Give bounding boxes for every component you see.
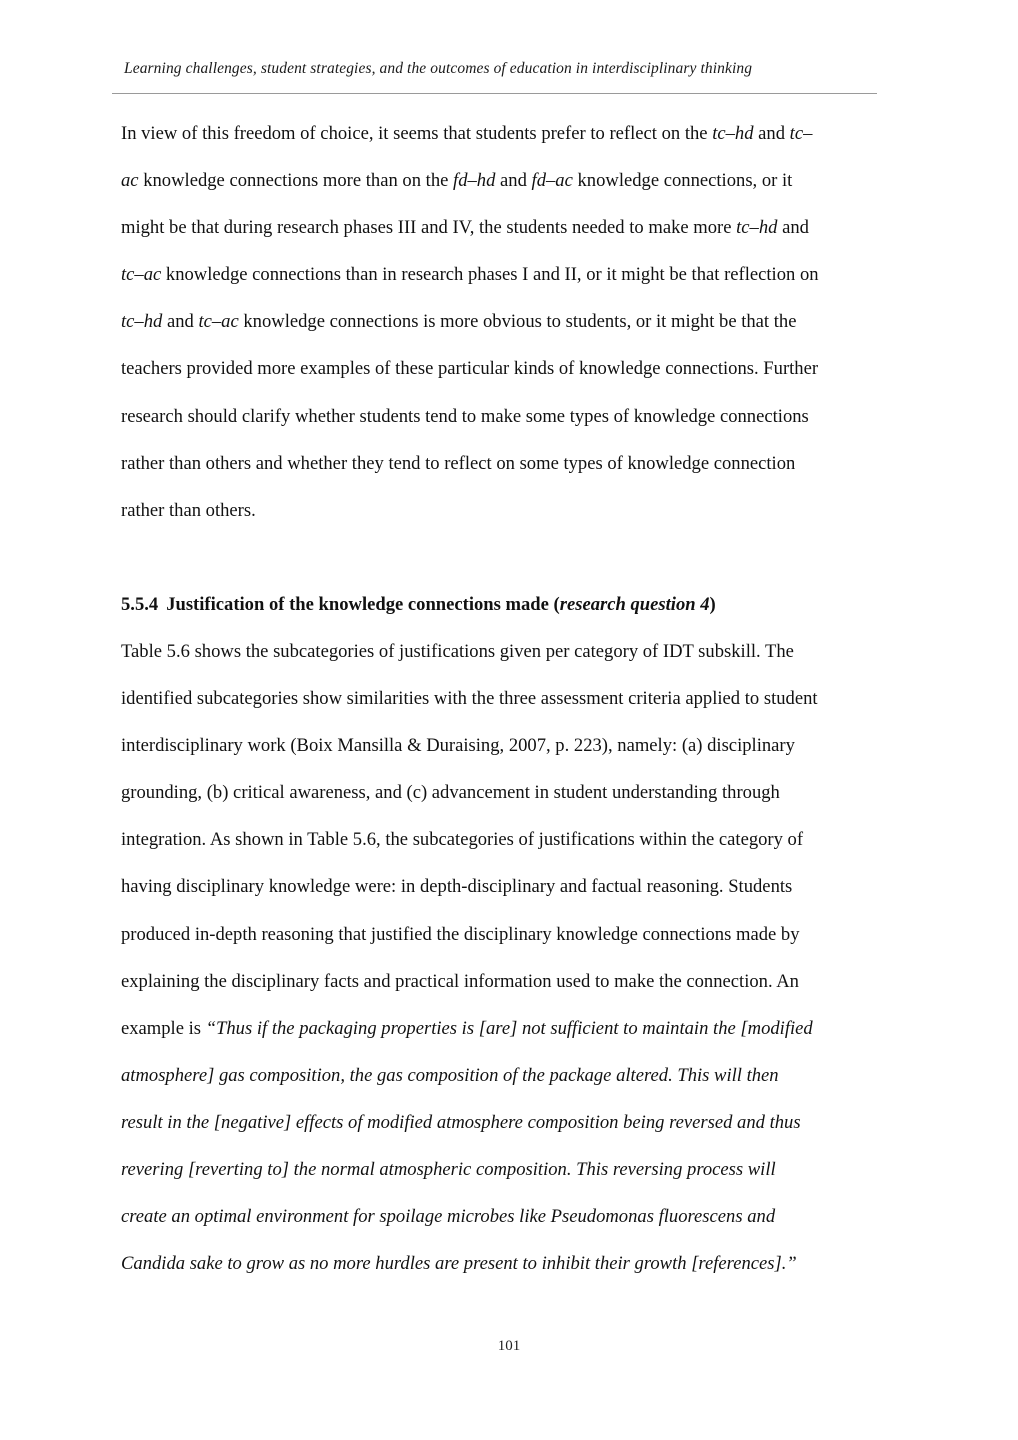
italic-run: create an optimal environment for spoilage microbes like Pseudomonas fluorescens and xyxy=(121,1206,776,1228)
text-line xyxy=(121,1005,896,1052)
italic-run: tc– xyxy=(789,123,813,144)
italic-run: tc–ac xyxy=(121,264,162,286)
italic-run: Candida sake to grow as no more hurdles are present to inhibit their growth [references].” xyxy=(121,1253,797,1275)
text-run: having disciplinary knowledge were: in depth-disciplinary and factual reasoning. Students xyxy=(121,876,793,898)
running-header: Learning challenges, student strategies, and the outcomes of education in interdisciplinary thinking xyxy=(124,60,753,77)
text-line xyxy=(121,110,896,157)
text-run: example is xyxy=(121,1017,206,1039)
text-line xyxy=(121,863,896,910)
text-run: and xyxy=(753,123,790,144)
text-run: integration. As shown in Table 5.6, the subcategories of justifications within the category of xyxy=(121,829,804,851)
text-line xyxy=(121,1193,896,1240)
section-title-suffix: ) xyxy=(709,594,716,615)
text-line xyxy=(121,440,896,487)
italic-run: revering [reverting to] the normal atmospheric composition. This reversing process will xyxy=(121,1159,776,1181)
section-title-italic: research question 4 xyxy=(559,594,710,615)
text-run: and xyxy=(162,311,199,333)
header-divider xyxy=(112,93,877,94)
paragraph-knowledge-connections xyxy=(121,110,896,534)
text-run: rather than others and whether they tend to reflect on some types of knowledge connection xyxy=(121,452,796,474)
text-run: might be that during research phases III and IV, the students needed to make more xyxy=(121,217,737,239)
text-run: rather than others. xyxy=(121,499,256,521)
text-run: In view of this freedom of choice, it seems that students prefer to reflect on the xyxy=(121,123,713,144)
italic-run: atmosphere] gas composition, the gas composition of the package altered. This will then xyxy=(121,1064,779,1086)
text-run: Table 5.6 shows the subcategories of justifications given per category of IDT subskill. The xyxy=(121,641,794,662)
text-line xyxy=(121,958,896,1005)
text-run: identified subcategories show similarities with the three assessment criteria applied to student xyxy=(121,688,818,710)
italic-run: tc–hd xyxy=(736,217,778,239)
text-line xyxy=(121,1052,896,1099)
text-line xyxy=(121,1099,896,1146)
text-line xyxy=(121,816,896,863)
text-line xyxy=(121,251,896,298)
section-title-prefix: Justification of the knowledge connections made ( xyxy=(166,594,560,615)
italic-run: fd–hd xyxy=(453,170,496,192)
text-run: and xyxy=(495,170,532,192)
italic-run: fd–ac xyxy=(531,170,573,192)
text-line xyxy=(121,393,896,440)
text-run: teachers provided more examples of these particular kinds of knowledge connections. Further xyxy=(121,358,819,380)
text-line xyxy=(121,345,896,392)
text-run: produced in-depth reasoning that justified the disciplinary knowledge connections made by xyxy=(121,923,800,945)
text-run: interdisciplinary work (Boix Mansilla & Duraising, 2007, p. 223), namely: (a) disciplinary xyxy=(121,735,795,757)
page-number: 101 xyxy=(497,1338,521,1354)
text-line xyxy=(121,1146,896,1193)
italic-run: “Thus if the packaging properties is [are] not sufficient to maintain the [modified xyxy=(205,1017,813,1039)
text-line xyxy=(121,204,896,251)
text-run: knowledge connections than in research phases I and II, or it might be that reflection on xyxy=(161,264,819,286)
text-line xyxy=(121,487,896,534)
text-run: knowledge connections more than on the xyxy=(138,170,454,192)
section-number: 5.5.4 xyxy=(121,594,159,615)
text-line xyxy=(121,911,896,958)
text-run: knowledge connections, or it xyxy=(572,170,793,192)
text-run: knowledge connections is more obvious to students, or it might be that the xyxy=(238,311,797,333)
italic-run: tc–ac xyxy=(198,311,239,333)
italic-run: result in the [negative] effects of modified atmosphere composition being reversed and thus xyxy=(121,1111,801,1133)
paragraph-justification xyxy=(121,628,896,1287)
text-line xyxy=(121,675,896,722)
text-run: explaining the disciplinary facts and practical information used to make the connection. An xyxy=(121,970,799,992)
text-run: research should clarify whether students tend to make some types of knowledge connections xyxy=(121,405,809,427)
text-line xyxy=(121,722,896,769)
text-line xyxy=(121,298,896,345)
text-run: grounding, (b) critical awareness, and (c) advancement in student understanding through xyxy=(121,782,780,804)
italic-run: tc–hd xyxy=(712,123,754,144)
text-line xyxy=(121,628,896,675)
italic-run: ac xyxy=(121,170,139,192)
italic-run: tc–hd xyxy=(121,311,163,333)
text-line xyxy=(121,769,896,816)
text-line xyxy=(121,157,896,204)
text-run: and xyxy=(777,217,809,239)
text-line xyxy=(121,1240,896,1287)
section-heading-5-5-4 xyxy=(121,594,716,616)
